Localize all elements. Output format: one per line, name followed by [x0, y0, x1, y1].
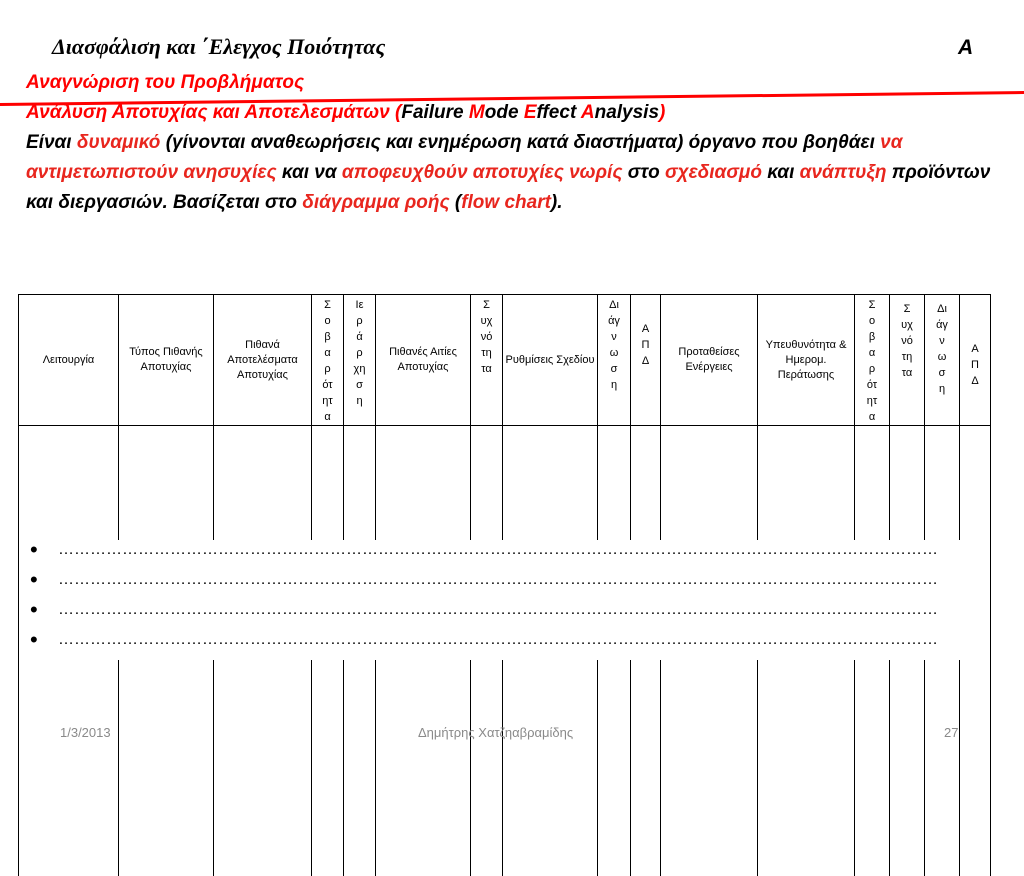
header-cell-rpn: ΑΠΔ [631, 295, 661, 426]
header-cell-function: Λειτουργία [19, 295, 119, 426]
header-cell-detection: Διάγνωση [598, 295, 631, 426]
footer-page-number: 27 [944, 725, 958, 740]
header-cell-design-controls: Ρυθμίσεις Σχεδίου [503, 295, 598, 426]
header-cell-failure-effects: Πιθανά Αποτελέσματα Αποτυχίας [214, 295, 312, 426]
header-cell-severity-2: Σοβαρότητα [855, 295, 890, 426]
footer-date: 1/3/2013 [60, 725, 111, 740]
description-paragraph: Είναι δυναμικό (γίνονται αναθεωρήσεις και ενημέρωση κατά διαστήματα) όργανο που βοηθάει να αντιμετωπιστούν ανησυχίες και να αποφευχθούν αποτυχίες νωρίς στο σχεδιασμό και ανάπτυξη προϊόντων και διεργασιών. Βασίζεται στο διάγραμμα ροής (flow chart). [26, 128, 1011, 218]
list-item: • ………………………………………………………………………………………………………………………………………………… [30, 600, 990, 630]
header-cell-causes: Πιθανές Αιτίες Αποτυχίας [376, 295, 471, 426]
header-cell-occurrence-2: Συχνότητα [890, 295, 925, 426]
bullet-list [30, 540, 990, 660]
heading-problem-identification: Αναγνώριση του Προβλήματος [26, 68, 1011, 98]
list-item: • ………………………………………………………………………………………………………………………………………………… [30, 540, 990, 570]
header-cell-ranking: Ιεράρχηση [344, 295, 376, 426]
header-cell-severity: Σοβαρότητα [312, 295, 344, 426]
footer-author: Δημήτρης Χατζηαβραμίδης [418, 725, 573, 740]
header-cell-rpn-2: ΑΠΔ [960, 295, 991, 426]
slide-title: Διασφάλιση και ΄Ελεγχος Ποιότητας [52, 34, 385, 60]
header-cell-occurrence: Συχνότητα [471, 295, 503, 426]
heading-fmea: Ανάλυση Αποτυχίας και Αποτελεσμάτων (Failure Mode Effect Analysis) [26, 98, 1011, 128]
header-cell-recommended-actions: Προταθείσες Ενέργειες [661, 295, 758, 426]
slide-body [26, 68, 1011, 218]
section-letter: Α [958, 36, 973, 60]
header-cell-failure-type: Τύπος Πιθανής Αποτυχίας [119, 295, 214, 426]
list-item: • ………………………………………………………………………………………………………………………………………………… [30, 570, 990, 600]
header-cell-responsibility: Υπευθυνότητα & Ημερομ. Περάτωσης [758, 295, 855, 426]
header-cell-detection-2: Διάγνωση [925, 295, 960, 426]
list-item: • ………………………………………………………………………………………………………………………………………………… [30, 630, 990, 660]
